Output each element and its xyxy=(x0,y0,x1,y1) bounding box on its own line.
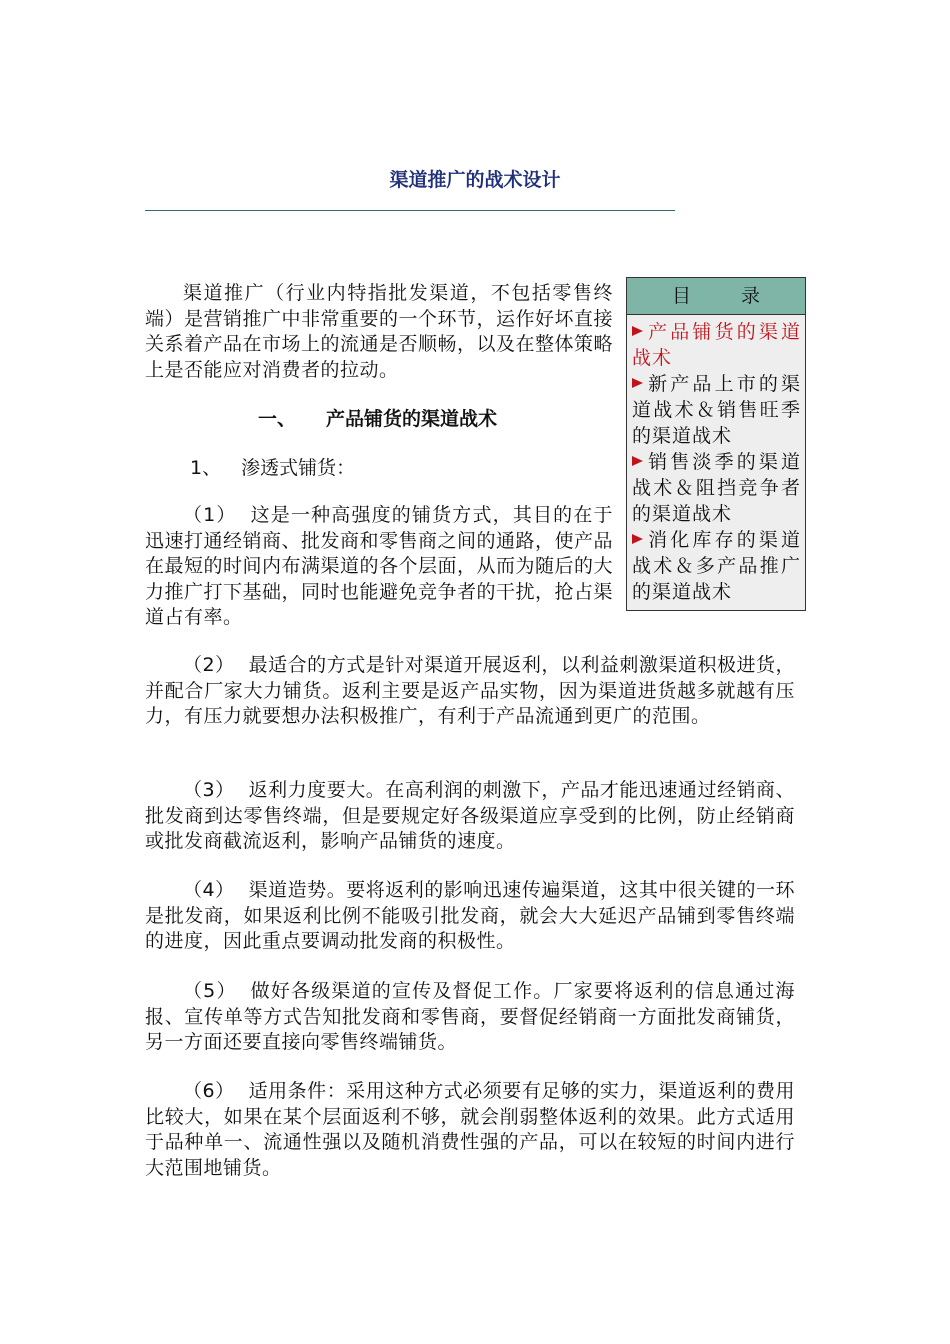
paragraph-number: （2） xyxy=(183,654,235,676)
paragraph-number: （6） xyxy=(183,1080,235,1102)
red-triangle-arrow-icon xyxy=(632,378,643,388)
paragraph-1 xyxy=(145,503,613,631)
paragraph-3 xyxy=(145,778,795,855)
paragraph-text: 做好各级渠道的宣传及督促工作。厂家要将返利的信息通过海报、宣传单等方式告知批发商和零售商，要督促经销商一方面批发商铺货，另一方面还要直接向零售终端铺货。 xyxy=(145,980,795,1054)
subsection-title: 渗透式铺货： xyxy=(241,457,356,479)
subsection-heading xyxy=(190,453,355,480)
paragraph-number: （3） xyxy=(183,779,235,801)
table-of-contents xyxy=(626,277,806,611)
paragraph-text: 最适合的方式是针对渠道开展返利，以利益刺激渠道积极进货，并配合厂家大力铺货。返利主要是返产品实物，因为渠道进货越多就越有压力，有压力就要想办法积极推广，有利于产品流通到更广的范围。 xyxy=(145,654,795,728)
red-triangle-arrow-icon xyxy=(632,456,643,466)
paragraph-text: 渠道造势。要将返利的影响迅速传遍渠道，这其中很关键的一环是批发商，如果返利比例不能吸引批发商，就会大大延迟产品铺到零售终端的进度，因此重点要调动批发商的积极性。 xyxy=(145,879,795,953)
toc-link-label: 消化库存的渠道战术＆多产品推广的渠道战术 xyxy=(632,529,801,603)
intro-paragraph: 渠道推广（行业内特指批发渠道，不包括零售终端）是营销推广中非常重要的一个环节，运作好坏直接关系着产品在市场上的流通是否顺畅，以及在整体策略上是否能应对消费者的拉动。 xyxy=(145,282,614,381)
paragraph-4 xyxy=(145,878,795,955)
red-triangle-arrow-icon xyxy=(632,326,643,336)
subsection-number: 1、 xyxy=(190,457,222,479)
paragraph-6 xyxy=(145,1079,795,1181)
toc-link-off-season[interactable] xyxy=(632,449,801,527)
title-divider xyxy=(145,210,675,211)
document-title: 渠道推广的战术设计 xyxy=(389,169,561,191)
toc-link-label: 新产品上市的渠道战术＆销售旺季的渠道战术 xyxy=(632,373,801,447)
paragraph-number: （1） xyxy=(183,504,237,526)
paragraph-number: （5） xyxy=(183,980,237,1002)
toc-title: 目 录 xyxy=(627,278,805,315)
toc-link-inventory[interactable] xyxy=(632,527,801,605)
toc-link-product-distribution[interactable] xyxy=(632,319,801,371)
paragraph-5 xyxy=(145,979,795,1056)
section-heading xyxy=(258,404,497,431)
paragraph-number: （4） xyxy=(183,879,235,901)
section-number: 一、 xyxy=(258,408,297,430)
paragraph-text: 适用条件：采用这种方式必须要有足够的实力，渠道返利的费用比较大，如果在某个层面返利不够，就会削弱整体返利的效果。此方式适用于品种单一、流通性强以及随机消费性强的产品，可以在较短的时间内进行大范围地铺货。 xyxy=(145,1080,795,1179)
toc-link-new-product-launch[interactable] xyxy=(632,371,801,449)
toc-list xyxy=(627,315,805,605)
paragraph-text: 返利力度要大。在高利润的刺激下，产品才能迅速通过经销商、批发商到达零售终端，但是要规定好各级渠道应享受到的比例，防止经销商或批发商截流返利，影响产品铺货的速度。 xyxy=(145,779,795,853)
paragraph-2 xyxy=(145,653,795,730)
red-triangle-arrow-icon xyxy=(632,534,643,544)
toc-link-label: 产品铺货的渠道战术 xyxy=(632,321,801,369)
toc-link-label: 销售淡季的渠道战术＆阻挡竞争者的渠道战术 xyxy=(632,451,801,525)
paragraph-text: 这是一种高强度的铺货方式，其目的在于迅速打通经销商、批发商和零售商之间的通路，使产品在最短的时间内布满渠道的各个层面，从而为随后的大力推广打下基础，同时也能避免竞争者的干扰，抢占渠道占有率。 xyxy=(145,504,614,629)
section-title: 产品铺货的渠道战术 xyxy=(326,408,498,430)
